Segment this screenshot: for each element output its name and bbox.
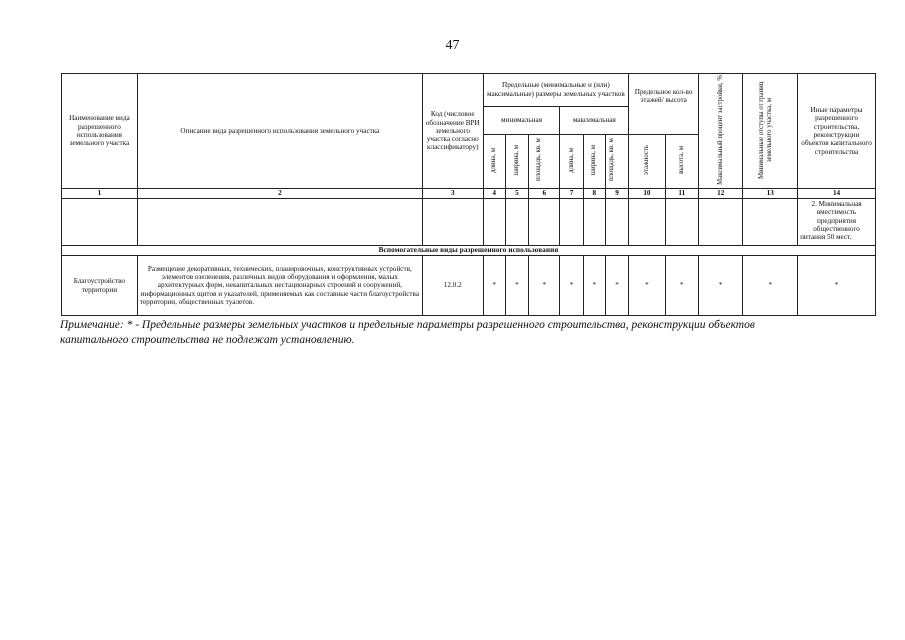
row-value: *: [798, 256, 876, 316]
col-number: 12: [698, 189, 742, 199]
header-other-params: Иные параметры разрешенного строительства, реконструкции объектов капитального строительства: [798, 74, 876, 189]
col-number: 1: [62, 189, 138, 199]
col-number: 2: [137, 189, 422, 199]
header-max-length: длина, м: [560, 134, 583, 188]
col-number: 6: [529, 189, 560, 199]
header-min-length: длина, м: [483, 134, 505, 188]
row-description: Размещение декоративных, технических, планировочных, конструктивных устройств, элементов озеленения, различных видов оборудования и оформления, малых архитектурных форм, некапитальных нестационарных строений и сооружений, информационных щитов и указателей, применяемых как составные части благоустройства территории, общественных туалетов.: [137, 256, 422, 316]
col-number: 8: [583, 189, 605, 199]
continuation-row: [62, 199, 876, 246]
header-floors-group: Предельное кол-во этажей/ высота: [629, 74, 699, 135]
row-value: *: [483, 256, 505, 316]
header-minimal: минимальная: [483, 106, 560, 134]
header-min-setback: Минимальные отступы от границ земельного участка, м: [743, 74, 798, 189]
header-height: высота, м: [665, 134, 698, 188]
col-number: 5: [505, 189, 528, 199]
row-value: *: [743, 256, 798, 316]
row-value: *: [505, 256, 528, 316]
row-value: *: [605, 256, 628, 316]
continuation-other-params: 2. Минимальная вместимость предприятия общественного питания 50 мест.: [798, 199, 876, 246]
regulations-table: [61, 73, 876, 316]
row-value: *: [583, 256, 605, 316]
header-name: Наименование вида разрешенного использования земельного участка: [62, 74, 138, 189]
header-max-area: площадь, кв. м: [605, 134, 628, 188]
header-min-width: ширина, м: [505, 134, 528, 188]
table-row: [62, 256, 876, 316]
col-number: 11: [665, 189, 698, 199]
section-title: Вспомогательные виды разрешенного использования: [62, 246, 876, 256]
col-number: 4: [483, 189, 505, 199]
header-max-width: ширина, м: [583, 134, 605, 188]
col-number: 13: [743, 189, 798, 199]
header-code: Код (числовое обозначение ВРИ земельного участка согласно классификатору): [422, 74, 483, 189]
col-number: 10: [629, 189, 665, 199]
col-number: 9: [605, 189, 628, 199]
header-max-build-percent: Максимальный процент застройки, %: [698, 74, 742, 189]
col-number: 14: [798, 189, 876, 199]
header-limits-group: Предельные (минимальные и (или) максимальные) размеры земельных участков: [483, 74, 629, 107]
col-number: 3: [422, 189, 483, 199]
col-number: 7: [560, 189, 583, 199]
row-value: *: [698, 256, 742, 316]
header-min-area: площадь, кв. м: [529, 134, 560, 188]
row-name: Благоустройство территории: [62, 256, 138, 316]
row-value: *: [629, 256, 665, 316]
footnote: Примечание: * - Предельные размеры земельных участков и предельные параметры разрешенного строительства, реконструкции объектов капитального строительства не подлежат установлению.: [60, 319, 755, 346]
row-value: *: [560, 256, 583, 316]
section-row: [62, 246, 876, 256]
header-description: Описание вида разрешенного использования земельного участка: [137, 74, 422, 189]
row-value: *: [665, 256, 698, 316]
row-value: *: [529, 256, 560, 316]
header-floors: этажность: [629, 134, 665, 188]
header-maximal: максимальная: [560, 106, 629, 134]
page-number: 47: [445, 38, 460, 53]
column-numbers-row: [62, 189, 876, 199]
row-code: 12.0.2: [422, 256, 483, 316]
